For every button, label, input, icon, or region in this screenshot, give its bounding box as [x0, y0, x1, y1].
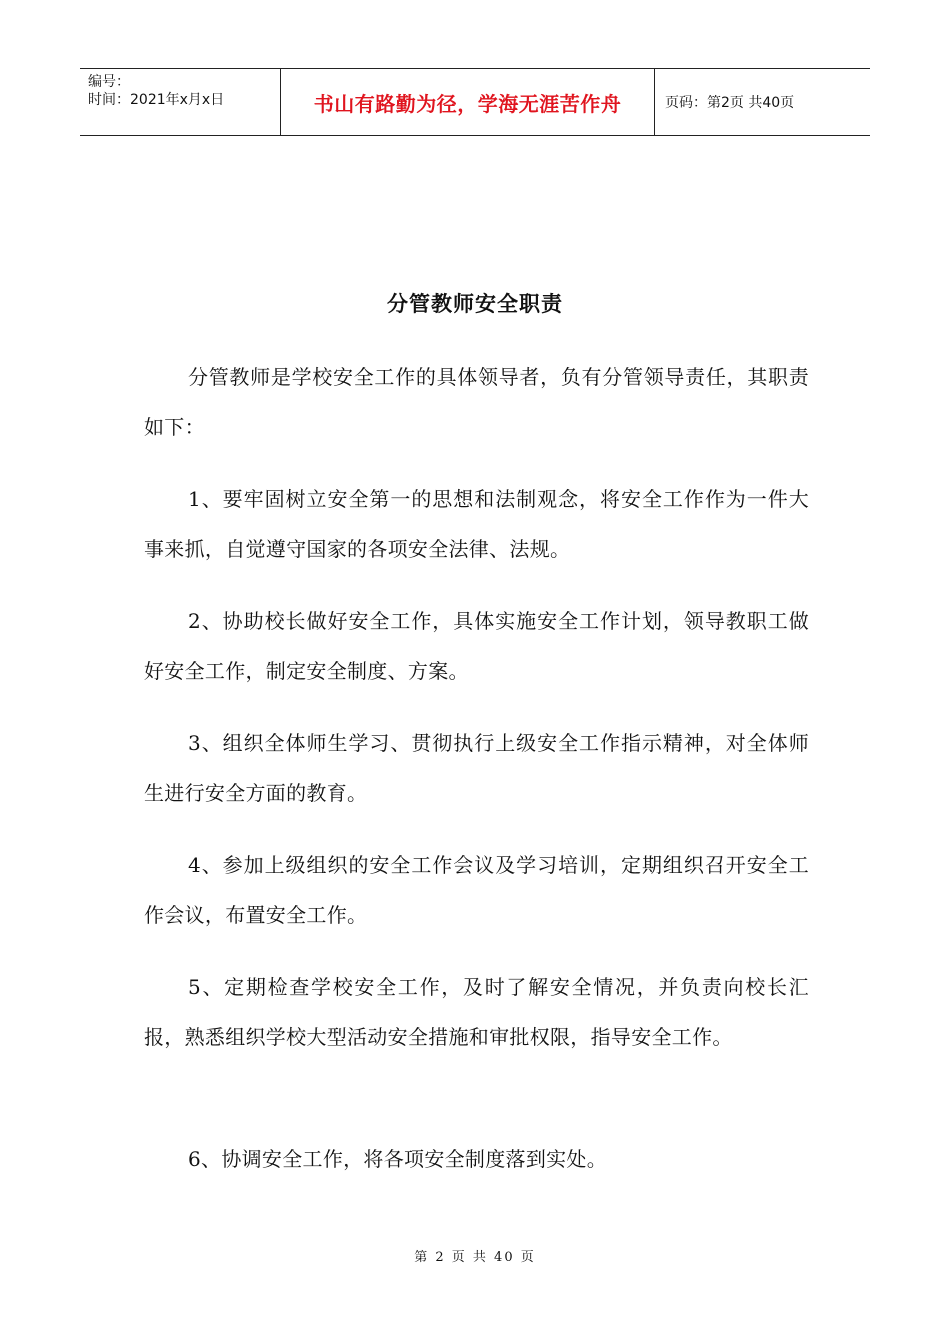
page-footer: 第 2 页 共 40 页 — [414, 1250, 536, 1265]
date-line: 时间：2021年x月x日 — [88, 92, 225, 108]
serial-number-label: 编号： — [88, 74, 130, 90]
duty-item-4: 4、参加上级组织的安全工作会议及学习培训，定期组织召开安全工作会议，布置安全工作。 — [144, 853, 809, 927]
duty-item-1: 1、要牢固树立安全第一的思想和法制观念，将安全工作作为一件大事来抓，自觉遵守国家的各项安全法律、法规。 — [144, 487, 809, 561]
header-motto: 书山有路勤为径，学海无涯苦作舟 — [281, 69, 655, 135]
header-page-info: 页码：第2页 共40页 — [665, 95, 795, 111]
duty-item-5: 5、定期检查学校安全工作，及时了解安全情况，并负责向校长汇报，熟悉组织学校大型活动安全措施和审批权限，指导安全工作。 — [144, 975, 809, 1049]
page-header — [80, 68, 870, 136]
document-title: 分管教师安全职责 — [387, 292, 563, 316]
header-meta-cell — [80, 69, 281, 135]
duty-item-3: 3、组织全体师生学习、贯彻执行上级安全工作指示精神，对全体师生进行安全方面的教育。 — [144, 731, 809, 805]
duty-item-2: 2、协助校长做好安全工作，具体实施安全工作计划，领导教职工做好安全工作，制定安全制度、方案。 — [144, 609, 809, 683]
duty-item-6: 6、协调安全工作，将各项安全制度落到实处。 — [188, 1147, 608, 1171]
intro-paragraph: 分管教师是学校安全工作的具体领导者，负有分管领导责任，其职责如下： — [144, 365, 809, 439]
